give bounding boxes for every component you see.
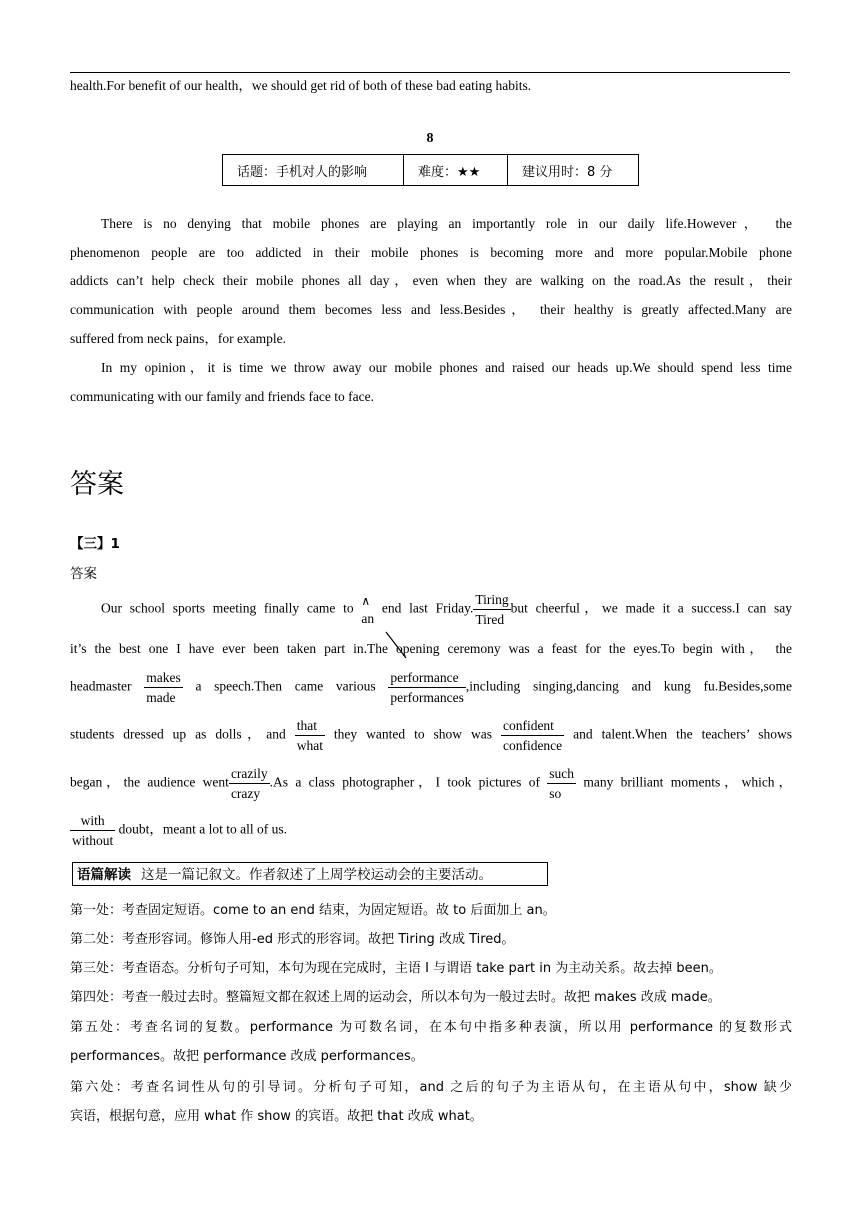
essay-line: In my opinion，it is time we throw away our mobile phones and raised our heads up.We should spend less time bbox=[101, 360, 792, 375]
answer-line-6: with without doubt，meant a lot to all of us. bbox=[72, 813, 287, 848]
correction: makes made bbox=[146, 670, 181, 705]
info-topic: 话题：手机对人的影响 bbox=[223, 155, 404, 186]
insertion-mark: ∧ an bbox=[361, 593, 375, 626]
essay-line: There is no denying that mobile phones are playing an importantly role in our daily life.However， the bbox=[101, 216, 792, 231]
correction: performance performances bbox=[390, 670, 464, 705]
correction: such so bbox=[549, 766, 575, 801]
essay-line: addicts can’t help check their mobile phones all day，even when they are walking on the road.As the result，their bbox=[70, 273, 792, 288]
answer-line-2: it’s the best one I have ever been taken part in.The opening ceremony was a feast for the eyes.To begin with， the bbox=[70, 641, 792, 656]
note-2: 第二处：考查形容词。修饰人用-ed 形式的形容词。故把 Tiring 改成 Tired。 bbox=[70, 932, 515, 947]
note-3: 第三处：考查语态。分析句子可知，本句为现在完成时，主语 I 与谓语 take part in 为主动关系。故去掉 been。 bbox=[70, 961, 722, 976]
essay-line: communicating with our family and friends face to face. bbox=[70, 389, 375, 404]
info-table bbox=[222, 154, 639, 186]
info-difficulty: 难度：★★ bbox=[404, 155, 508, 186]
correction: with without bbox=[72, 813, 114, 848]
box-label: 语篇解读 bbox=[77, 867, 131, 883]
answer-line-3: headmaster makes made a speech.Then came various performance performances ,including singing,dancing and kung fu.Besides,some bbox=[70, 670, 793, 705]
answer-line-1: Our school sports meeting finally came to ∧ an end last Friday. Tiring Tired but cheerful，we made it a success.I can say bbox=[101, 592, 793, 627]
correction: confident confidence bbox=[502, 718, 563, 753]
correction: Tiring Tired bbox=[475, 592, 509, 627]
note-6-cont: 宾语，根据句意，应用 what 作 show 的宾语。故把 that 改成 what。 bbox=[70, 1109, 483, 1124]
deletion-mark bbox=[384, 630, 408, 660]
answer-line-5: began，the audience went crazily crazy .As a class photographer，I took pictures of such so many brilliant moments，which， bbox=[70, 766, 792, 801]
essay-line: phenomenon people are too addicted in their mobile phones is becoming more and more popular.Mobile phone bbox=[70, 245, 792, 260]
note-1: 第一处：考查固定短语。come to an end 结束，为固定短语。故 to 后面加上 an。 bbox=[70, 903, 556, 918]
answer-line-4: students dressed up as dolls，and that what they wanted to show was confident confidence and talent.When the teachers’ shows bbox=[70, 718, 793, 753]
top-rule bbox=[70, 72, 790, 73]
box-text: 这是一篇记叙文。作者叙述了上周学校运动会的主要活动。 bbox=[141, 867, 492, 883]
essay-line: suffered from neck pains，for example. bbox=[70, 331, 287, 346]
note-5: 第五处：考查名词的复数。performance 为可数名词，在本句中指多种表演，所以用 performance 的复数形式 bbox=[70, 1020, 792, 1035]
note-6: 第六处：考查名词性从句的引导词。分析句子可知，and 之后的句子为主语从句，在主语从句中，show 缺少 bbox=[70, 1080, 792, 1095]
answer-heading: 答案 bbox=[70, 469, 124, 500]
section-label: 【三】1 bbox=[70, 536, 120, 552]
correction: that what bbox=[296, 718, 323, 753]
passage-analysis-box bbox=[72, 862, 548, 886]
caret-icon: ∧ bbox=[361, 593, 371, 608]
item-number: 8 bbox=[426, 131, 434, 146]
info-time: 建议用时：8 分 bbox=[508, 155, 639, 186]
correction: crazily crazy bbox=[230, 766, 268, 801]
note-4: 第四处：考查一般过去时。整篇短文都在叙述上周的运动会，所以本句为一般过去时。故把 makes 改成 made。 bbox=[70, 990, 721, 1005]
answer-subheading: 答案 bbox=[70, 566, 97, 582]
top-text: health.For benefit of our health，we should get rid of both of these bad eating habits. bbox=[70, 78, 532, 93]
essay-line: communication with people around them becomes less and less.Besides， their healthy is greatly affected.Many are bbox=[70, 302, 792, 317]
note-5-cont: performances。故把 performance 改成 performances。 bbox=[70, 1049, 424, 1064]
